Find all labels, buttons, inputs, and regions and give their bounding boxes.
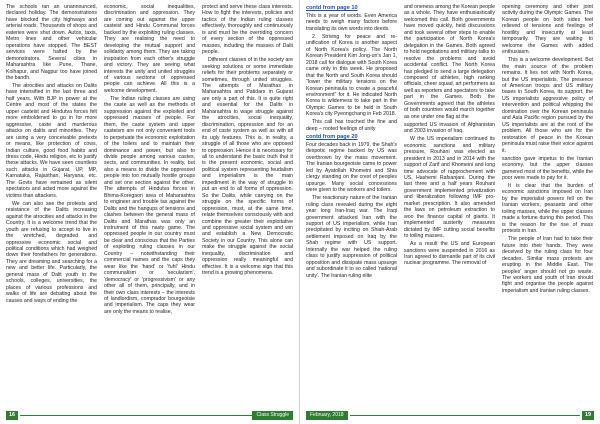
right-column-2	[404, 4, 495, 403]
running-footer: February, 2018	[306, 411, 348, 420]
continued-link-korea[interactable]: contd from page 10	[306, 5, 358, 11]
running-footer: Class Struggle	[252, 411, 293, 420]
paragraph: and oneness among the Korean people as a whole. They have enthusiastically welcomed this call. Both governments have moved quickly, held discussions and took several other steps to enable the participation of North Korea's delegation in the Games. Both agreed to hold negotiations and military talks to resolve the problems and avoid accidental conflict. The North Korea has pledged to send a large delegation composed of athletes, high ranking officials, cheer squad, art performers as well as reporters and spectators to take part in the Games. Both the Governments agreed that the athletes of both countries would march together as one under one flag at the	[404, 4, 495, 120]
right-page	[300, 0, 600, 424]
paragraph: economic, social inequalities, discrimination and oppression. They are coming out against the upper casteist and Hindu Communal forces backed by the exploiting ruling classes. They are realising the need to developing the mutual support and solidarity among them. They are taking inspiration from each other's struggle and victory. They are seeing what interests the unity and united struggles of various sections of oppressed people can achieve. All this is a welcome development.	[104, 4, 195, 94]
paragraph: W the US imperialism continued its economic sanctions and military pressure, Rouhani was elected as president in 2013 and in 2014 with the support of Zarif and Khomeini and long time advocate of rapprochement with US, Hashemi Rafsanjani. During the last three and a half years Rouhani government implemented privatization and liberalization following IMF pro-market prescription. It also amended the laws on petroleum extraction to woo the finance capital of giants. It implemented austerity measures dictated by IMF cutting social benefits to toiling masses.	[404, 136, 495, 240]
paragraph: We can also see the protests and resistance of the Dalits increasing against the atrocities and attacks in the Country. It is a welcome trend that the youth are refusing to accept to live in the wretched, degraded and oppressive economic social and political conditions which had weighed down their forefathers for generations. They are dreaming and searching for a new and better life. Particularly, the general mass of Dalit youth in the schools, colleges, universities, the places of various professions and walks of life are debating about the causes and ways of ending the	[6, 200, 97, 304]
left-footer	[0, 411, 299, 422]
left-column-2	[104, 4, 195, 403]
page-number: 16	[6, 411, 18, 420]
paragraph: The people of Iran had to take their future into their hands. They were deceived by the ruling class for four decades. Similar mass protests are erupting in the Middle East. The peoples' anger should not go waste. The workers and youth of Iran should fight and organise the people against imperialism and Iranian ruling classes.	[502, 236, 593, 294]
paragraph: This call has touched the fine and deep – rooted feelings of unity	[306, 119, 397, 132]
paragraph: This is a year of words. Even America needs to weigh many factors before translating its own words into deeds.	[306, 13, 397, 32]
left-column-3	[202, 4, 293, 403]
paragraph: supported US invasion of Afghanistan and 2003 invasion of Iraq.	[404, 121, 495, 135]
paragraph: opening ceremony and other joint activity during the Olympic Games. The Korean people on both sides feel relieved of tensions and feelings of hostility and insecurity at least temporarily. They are waiting to welcome the Games with added enthusiasm.	[502, 4, 593, 56]
paragraph: The reactionary nature of the Iranian ruling class revealed during the eight year long Iran-Iraq war. The Iraqi government attacked Iran with the support of US imperialism, while Iran precipitated by inciting on Shiah-Arab settlement imposed on Iraq by the Shah regime with US support. Internally the war helped the ruling class to justify suppression of political opposition and dissipate mass upsurge and subordinate it to so called 'national unity'. The Iranian ruling elite	[306, 195, 397, 279]
right-column-3	[502, 4, 593, 403]
paragraph: 2. Striving for peace and re-unification of Korea is another aspect of North Korea's policy. The North Korean President Kim Jong-un's Jan 1, 2018 call for dialogue with South Korea came only in this week. He proposed that the North and South Korea should "lower the military tensions on the Korean peninsula to create a peaceful environment" for it. He indicated North Korea is wilderness to take part in the Olympic Games to be held in South Korea's city Pyeongchang in Feb 2018.	[306, 33, 397, 118]
footer-rule	[350, 415, 580, 416]
paragraph: Four decades back in 1979, the Shah's despotic regime backed by US was overthrown by the mass movement. The Iranian bourgeoisie came to power led by Ayatollah Khomeini and Shia clergy standing on the crest of peoples upsurge. Many social concessions were given to the workers and toilers.	[306, 141, 397, 194]
footer-rule	[20, 415, 257, 416]
left-column-1	[6, 4, 97, 403]
paragraph: The atrocities and attacks on Dalits have intensified in the last three and half years. With BJP in power at the Centre and most of the states the upper casteist and Hindutva forces felt more emboldened to go in for more aggressive, caste and murderous attacks on dalits and minorities. They are using a very conceivable pretexts or means, like protection of cows, Indian culture, good food habits and dress code, Hindu religion, etc to justify these attacks. We have seen countless such attacks in Gujarat, UP, MP, Karnataka, Rajasthan, Haryana, etc. The Govts have remained as silent spectators and acted more against the victims than attackers.	[6, 83, 97, 199]
paragraph: As a result the US and European sanctions were suspended in 2016 as Iran agreed to dismantle part of its civil nuclear programme. The removal of	[404, 241, 495, 267]
paragraph: The Indian ruling classes are using the caste as well as the methods of suppression against the exploited and oppressed masses of people. For them, the caste system and upper casteism are not only convenient tools to perpetuate the economic exploitation of the toilers and to maintain their dominance and power, but also to divide people among various castes, sects, and communities. In reality, but also a means to divide the oppressed people into too mutually hostile groups and set one section against the other. The attempts of Hindutva forces in Bhima-Koregaon area of Maharashtra to engineer and trouble tax against the Dalits and the hangups of tensions and clashes between the general mass of Dalits and Marathas was only an instrument of this nasty game. The oppressed people in our country must be clear and conscious that the Parties of exploiting ruling classes in our Country – notwithstanding their commercial names and the caps they wear like the 'hand' or 'fuhl' Hindu communalism or 'secularism', 'democracy' or 'progressivism' or any other all of them, principally, and in their own class interests – the interests of landlordism, comprador bourgeoisie and imperialism. The caps they wear are only the means to realise,	[104, 95, 195, 315]
paragraph: protect and serve these class interests. How to fight the interests, policies and tactics of the Indian ruling classes effectively, thoroughly and continuously is and must be the overriding concern of every section of the oppressed masses, including the masses of Dalit people.	[202, 4, 293, 56]
paragraph: sanction gave impetus to the Iranian economy, but the upper classes garnered most of the benefits, while the poor were made to pay for it.	[502, 155, 593, 181]
page-number: 19	[582, 411, 594, 420]
paragraph: Different classes of in the society are seeking solutions or some immediate reliefs for their problems separately or sometimes, through united struggles. The attempts of Marathas in Maharashtra and Patidars in Gujarat are only a part of this. It is quite right and essential for the Dalits in Maharashtra to wage struggle against the atrocities, social inequality, discrimination, oppression and for an end of caste system as well as with all its ugly features. This is, in reality, a struggle of all those who are opposed to oppression. Hence it is necessary for all to understand the basic truth that it is the present economic, social and political system representing feudalism and imperialism is the main impediment in the way of struggle to put an end to all forms of oppression. So the Dalits, while carrying on the struggle on the specific forms of oppression, must, at the same time, relate themselves consciously with and combine the greater their exploitative and oppressive social system and win and establish a New Democratic Society in our Country. This alone can make the struggle against the social inequality, discrimination and oppression really meaningful and effective. It is a welcome sign that this trend is a growing phenomena.	[202, 57, 293, 277]
paragraph: The schools ran an unannounced, declared holiday. The demonstrations have blocked the city highways and arterial roads. Thousands of shops and eateries were shut down. Autos, taxis, Metro lines and other vehicular operations have stopped. The BEST services were halted by the demonstrators. Several cities in Maharashtra like Pune, Thane, Kolhapur, and Nagpur too have joined the bandh.	[6, 4, 97, 81]
continued-link-iran[interactable]: contd from page 20	[306, 133, 358, 140]
paragraph: This is a welcome development. But the main source of the problem remains. It lies not with North Korea, but the US imperialists. The presence of American troops and US military bases in South Korea, its support, the US imperialists aggressive policy of intervention and political whipping the domination over the Korean peninsula and Asia Pacific region pursued by the US imperialists are at the root of the problem. All those who are for the restoration of peace in the Korean peninsula must raise their voice against it.	[502, 57, 593, 154]
paragraph: It is clear that the burden of economic sanctions imposed on Iran by the imperialist powers fell on the Iranian workers, peasants and other toiling masses, while the upper classes made a fortune during this period. This is the reason for the rise of mass protests in Iran.	[502, 183, 593, 235]
right-footer	[300, 411, 600, 422]
right-column-1	[306, 4, 397, 403]
